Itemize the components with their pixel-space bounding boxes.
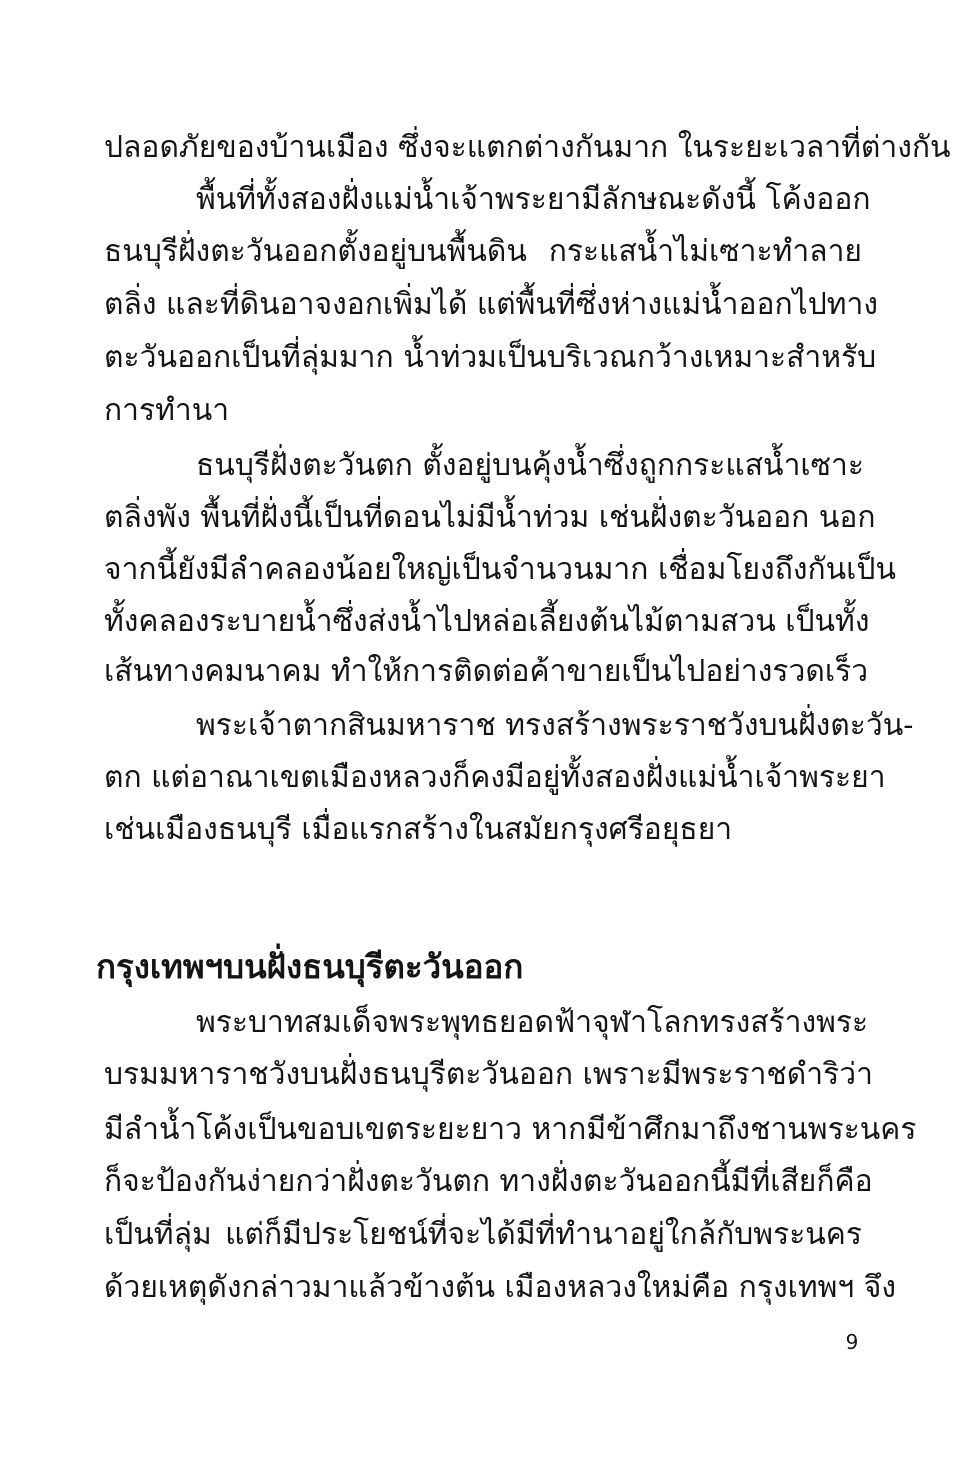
text-line: ตะวันออกเป็นที่ลุ่มมาก น้ำท่วมเป็นบริเวณกว้างเหมาะสำหรับ	[104, 340, 877, 375]
text-line: ธนบุรีฝั่งตะวันตก ตั้งอยู่บนคุ้งน้ำซึ่งถูกกระแสน้ำเซาะ	[196, 448, 864, 483]
text-line: เป็นที่ลุ่ม แต่ก็มีประโยชน์ที่จะได้มีที่ทำนาอยู่ใกล้กับพระนคร	[104, 1217, 862, 1252]
text-line: บรมมหาราชวังบนฝั่งธนบุรีตะวันออก เพราะมีพระราชดำริว่า	[104, 1057, 873, 1092]
text-line: ธนบุรีฝั่งตะวันออกตั้งอยู่บนพื้นดิน กระแสน้ำไม่เซาะทำลาย	[104, 234, 862, 269]
text-line: ปลอดภัยของบ้านเมือง ซึ่งจะแตกต่างกันมาก ในระยะเวลาที่ต่างกัน	[104, 130, 951, 165]
text-line: ด้วยเหตุดังกล่าวมาแล้วข้างต้น เมืองหลวงใหม่คือ กรุงเทพฯ จึง	[104, 1270, 897, 1305]
text-line: พื้นที่ทั้งสองฝั่งแม่น้ำเจ้าพระยามีลักษณะดังนี้ โค้งออก	[196, 182, 871, 217]
page-number: 9	[845, 1330, 859, 1354]
text-line: พระบาทสมเด็จพระพุทธยอดฟ้าจุฬาโลกทรงสร้างพระ	[196, 1005, 869, 1040]
text-line: ตก แต่อาณาเขตเมืองหลวงก็คงมีอยู่ทั้งสองฝั่งแม่น้ำเจ้าพระยา	[104, 760, 886, 795]
text-line: ตลิ่ง และที่ดินอาจงอกเพิ่มได้ แต่พื้นที่ซึ่งห่างแม่น้ำออกไปทาง	[104, 287, 879, 322]
text-line: มีลำน้ำโค้งเป็นขอบเขตระยะยาว หากมีข้าศึกมาถึงชานพระนคร	[104, 1112, 917, 1147]
text-line: ตลิ่งพัง พื้นที่ฝั่งนี้เป็นที่ดอนไม่มีน้ำท่วม เช่นฝั่งตะวันออก นอก	[104, 500, 876, 535]
text-line: ก็จะป้องกันง่ายกว่าฝั่งตะวันตก ทางฝั่งตะวันออกนี้มีที่เสียก็คือ	[104, 1164, 873, 1199]
text-line: เช่นเมืองธนบุรี เมื่อแรกสร้างในสมัยกรุงศรีอยุธยา	[104, 812, 733, 847]
text-line: เส้นทางคมนาคม ทำให้การติดต่อค้าขายเป็นไปอย่างรวดเร็ว	[104, 654, 869, 689]
text-line: พระเจ้าตากสินมหาราช ทรงสร้างพระราชวังบนฝั่งตะวัน-	[196, 708, 914, 743]
section-heading: กรุงเทพฯบนฝั่งธนบุรีตะวันออก	[96, 947, 524, 986]
text-line: จากนี้ยังมีลำคลองน้อยใหญ่เป็นจำนวนมาก เชื่อมโยงถึงกันเป็น	[104, 552, 896, 587]
text-line: ทั้งคลองระบายน้ำซึ่งส่งน้ำไปหล่อเลี้ยงต้นไม้ตามสวน เป็นทั้ง	[104, 604, 870, 639]
text-line: การทำนา	[104, 393, 230, 428]
